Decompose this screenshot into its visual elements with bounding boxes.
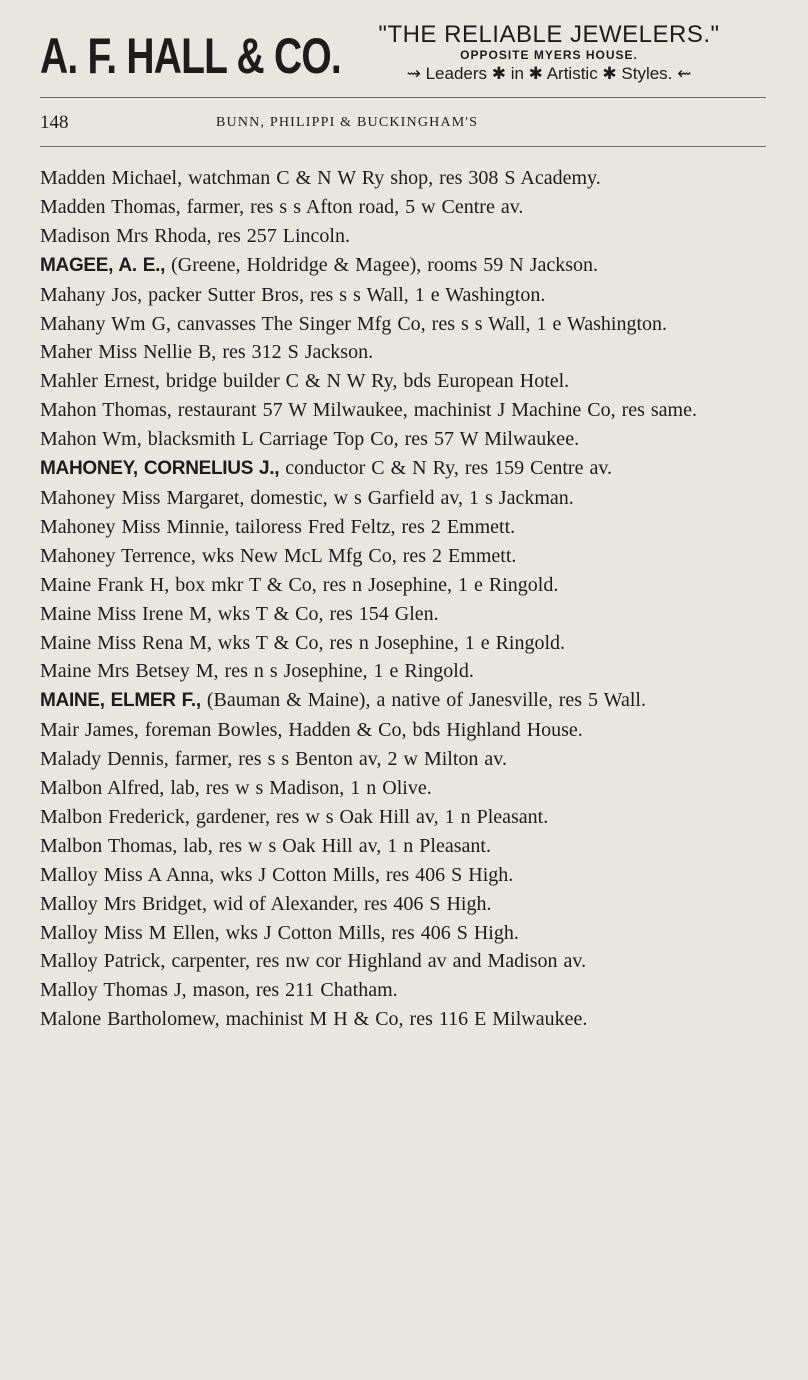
entry-details: packer Sutter Bros, res s s Wall, 1 e Washington. [142, 283, 546, 306]
entry-details: lab, res w s Madison, 1 n Olive. [164, 777, 432, 800]
entry-name: Madden Thomas, [40, 195, 181, 218]
entry-name: Malady Dennis, [40, 748, 169, 771]
header-divider [40, 97, 766, 98]
entry-name: Malloy Patrick, [40, 950, 166, 973]
directory-entry [40, 542, 762, 571]
entry-name: Maine Miss Rena M, [40, 631, 212, 654]
entry-name: Malbon Frederick, [40, 805, 190, 828]
directory-entry [40, 832, 762, 861]
entry-name: MAHONEY, CORNELIUS J., [40, 458, 280, 480]
directory-entry [40, 338, 762, 367]
entry-name: Mahoney Miss Minnie, [40, 515, 230, 538]
directory-entry [40, 716, 762, 745]
directory-entry [40, 629, 762, 658]
entry-details: wks New McL Mfg Co, res 2 Emmett. [195, 544, 517, 567]
entry-details: conductor C & N Ry, res 159 Centre av. [279, 457, 613, 480]
advertiser-logo: A. F. HALL & CO. [40, 28, 341, 84]
directory-entry [40, 367, 762, 396]
entry-details: farmer, res s s Afton road, 5 w Centre av. [180, 195, 524, 218]
entry-name: Maine Mrs Betsey M, [40, 660, 219, 683]
entry-details: carpenter, res nw cor Highland av and Madison av. [165, 950, 587, 973]
entry-name: Mahany Wm G, [40, 312, 172, 335]
directory-entry [40, 976, 762, 1005]
directory-entry [40, 774, 762, 803]
jeweler-advertisement [40, 22, 770, 92]
entry-details: lab, res w s Oak Hill av, 1 n Pleasant. [177, 834, 491, 857]
entry-name: Mahon Wm, [40, 428, 142, 451]
entry-details: wid of Alexander, res 406 S High. [207, 892, 492, 915]
entry-name: Mahoney Terrence, [40, 544, 196, 567]
entry-details: (Greene, Holdridge & Magee), rooms 59 N Jackson. [165, 253, 599, 276]
directory-entry [40, 164, 762, 193]
entry-details: canvasses The Singer Mfg Co, res s s Wall, 1 e Washington. [171, 312, 668, 335]
entry-details: wks T & Co, res 154 Glen. [211, 602, 439, 625]
entry-details: mason, res 211 Chatham. [186, 979, 398, 1002]
entry-details: tailoress Fred Feltz, res 2 Emmett. [229, 515, 516, 538]
directory-entry [40, 571, 762, 600]
directory-entry [40, 281, 762, 310]
entry-details: farmer, res s s Benton av, 2 w Milton av. [168, 748, 507, 771]
entry-details: (Bauman & Maine), a native of Janesville, res 5 Wall. [200, 689, 646, 712]
directory-entry [40, 484, 762, 513]
entry-name: Mahany Jos, [40, 283, 143, 306]
entry-name: Madden Michael, [40, 167, 183, 189]
entry-name: MAINE, ELMER F., [40, 690, 201, 712]
entry-name: Malloy Thomas J, [40, 979, 187, 1002]
directory-entry [40, 454, 762, 484]
entry-name: Mahon Thomas, [40, 399, 172, 422]
directory-entry [40, 425, 762, 454]
running-head-divider [40, 146, 766, 147]
directory-entry [40, 222, 762, 251]
entry-name: Maine Miss Irene M, [40, 602, 212, 625]
entry-name: Malloy Mrs Bridget, [40, 892, 207, 915]
entry-name: MAGEE, A. E., [40, 254, 166, 276]
advertisement-tagline: "THE RELIABLE JEWELERS." [378, 21, 720, 48]
entry-details: res 257 Lincoln. [211, 224, 350, 247]
directory-entry [40, 310, 762, 339]
directory-entry [40, 919, 762, 948]
entry-details: watchman C & N W Ry shop, res 308 S Academy. [182, 167, 601, 189]
entry-name: Madison Mrs Rhoda, [40, 224, 212, 247]
entry-details: res 312 S Jackson. [216, 341, 374, 364]
directory-entry [40, 947, 762, 976]
directory-entry [40, 861, 762, 890]
directory-entry [40, 745, 762, 774]
directory-entry [40, 193, 762, 222]
entry-details: res n s Josephine, 1 e Ringold. [218, 660, 474, 683]
entry-details: wks T & Co, res n Josephine, 1 e Ringold. [211, 631, 566, 654]
directory-entry [40, 657, 762, 686]
entry-details: foreman Bowles, Hadden & Co, bds Highland House. [138, 719, 583, 742]
entry-details: domestic, w s Garfield av, 1 s Jackman. [244, 486, 574, 509]
entry-details: gardener, res w s Oak Hill av, 1 n Pleasant. [189, 805, 549, 828]
advertisement-slogan: ⇝ Leaders ✱ in ✱ Artistic ✱ Styles. ⇜ [406, 64, 692, 83]
entry-details: machinist M H & Co, res 116 E Milwaukee. [219, 1008, 588, 1031]
entry-details: wks J Cotton Mills, res 406 S High. [219, 921, 519, 944]
directory-entry [40, 600, 762, 629]
directory-entry [40, 1005, 762, 1034]
entry-name: Malloy Miss M Ellen, [40, 921, 220, 944]
entry-name: Maine Frank H, [40, 573, 170, 596]
entry-details: blacksmith L Carriage Top Co, res 57 W Milwaukee. [141, 428, 580, 451]
directory-entry [40, 803, 762, 832]
entry-details: restaurant 57 W Milwaukee, machinist J Machine Co, res same. [171, 399, 697, 422]
entry-name: Malbon Alfred, [40, 777, 165, 800]
entry-name: Malone Bartholomew, [40, 1008, 220, 1031]
entry-name: Maher Miss Nellie B, [40, 341, 217, 364]
advertisement-location: OPPOSITE MYERS HOUSE. [460, 48, 638, 62]
directory-entry [40, 890, 762, 919]
page-number: 148 [40, 112, 69, 133]
advertisement-text [328, 22, 770, 86]
entry-name: Malloy Miss A Anna, [40, 863, 215, 886]
running-head [40, 112, 768, 138]
directory-entry [40, 396, 762, 425]
directory-entry [40, 513, 762, 542]
entry-details: box mkr T & Co, res n Josephine, 1 e Ringold. [169, 573, 559, 596]
running-title: BUNN, PHILIPPI & BUCKINGHAM'S [216, 115, 479, 130]
directory-entry [40, 686, 762, 716]
directory-entries [40, 164, 762, 1034]
entry-name: Malbon Thomas, [40, 834, 178, 857]
directory-entry [40, 251, 762, 281]
entry-details: wks J Cotton Mills, res 406 S High. [214, 863, 514, 886]
entry-name: Mair James, [40, 719, 139, 742]
entry-name: Mahoney Miss Margaret, [40, 486, 245, 509]
entry-details: bridge builder C & N W Ry, bds European Hotel. [159, 370, 570, 393]
entry-name: Mahler Ernest, [40, 370, 160, 393]
